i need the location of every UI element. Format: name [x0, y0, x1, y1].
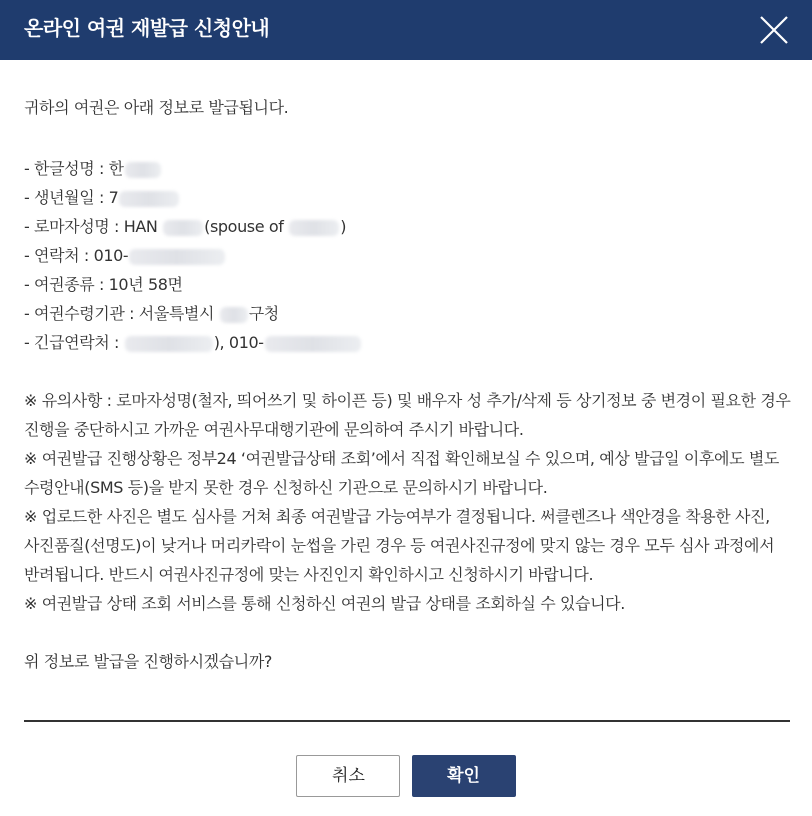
button-bar — [0, 755, 812, 797]
redacted-district — [220, 307, 248, 323]
birth-date-row — [24, 183, 794, 212]
passport-type-row — [24, 270, 794, 299]
info-list — [24, 154, 794, 357]
emergency-mid: ), 010- — [213, 333, 264, 352]
redacted-name — [125, 162, 161, 178]
korean-name-label: - 한글성명 : 한 — [24, 159, 124, 178]
redacted-emergency-phone — [265, 336, 361, 352]
emergency-contact-row — [24, 328, 794, 357]
redacted-birthdate — [119, 191, 179, 207]
roman-name-spouse: (spouse of — [204, 217, 289, 236]
notice-item: ※ 여권발급 상태 조회 서비스를 통해 신청하신 여권의 발급 상태를 조회하실 수 있습니다. — [24, 594, 625, 613]
birth-date-label: - 생년월일 : 7 — [24, 188, 119, 207]
intro-text: 귀하의 여권은 아래 정보로 발급됩니다. — [24, 98, 289, 117]
notice-item: ※ 업로드한 사진은 별도 심사를 거쳐 최종 여권발급 가능여부가 결정됩니다. 써클렌즈나 색안경을 착용한 사진, 사진품질(선명도)이 낮거나 머리카락이 눈썹을 가린 경우 등 여권사진규정에 맞지 않는 경우 모두 심사 과정에서 반려됩니다. 반드시 여권사진규정에 맞는 사진인지 확인하시고 신청하시기 바랍니다. — [24, 507, 775, 584]
dialog-title: 온라인 여권 재발급 신청안내 — [24, 16, 270, 40]
agency-suffix: 구청 — [248, 304, 279, 323]
confirm-question: 위 정보로 발급을 진행하시겠습니까? — [24, 652, 272, 671]
roman-name-row — [24, 212, 794, 241]
dialog-body — [24, 60, 794, 676]
redacted-roman-name — [163, 220, 203, 236]
emergency-prefix: - 긴급연락처 : — [24, 333, 124, 352]
redacted-emergency-name — [125, 336, 213, 352]
close-icon — [756, 12, 792, 48]
dialog-header — [0, 0, 812, 60]
confirm-button[interactable]: 확인 — [412, 755, 516, 797]
notice-item: ※ 유의사항 : 로마자성명(철자, 띄어쓰기 및 하이픈 등) 및 배우자 성 추가/삭제 등 상기정보 중 변경이 필요한 경우 진행을 중단하시고 가까운 여권사무대행기관에 문의하여 주시기 바랍니다. — [24, 391, 791, 439]
passport-type: - 여권종류 : 10년 58면 — [24, 275, 183, 294]
divider — [24, 720, 790, 722]
contact-row — [24, 241, 794, 270]
korean-name-row — [24, 154, 794, 183]
contact-label: - 연락처 : 010- — [24, 246, 129, 265]
cancel-button[interactable]: 취소 — [296, 755, 400, 797]
agency-prefix: - 여권수령기관 : 서울특별시 — [24, 304, 219, 323]
redacted-contact — [129, 249, 225, 265]
notice-block — [24, 386, 794, 618]
roman-name-prefix: - 로마자성명 : HAN — [24, 217, 163, 236]
agency-row — [24, 299, 794, 328]
close-button[interactable] — [756, 12, 792, 48]
redacted-spouse-name — [289, 220, 339, 236]
roman-name-suffix: ) — [340, 217, 347, 236]
notice-item: ※ 여권발급 진행상황은 정부24 ‘여권발급상태 조회’에서 직접 확인해보실 수 있으며, 예상 발급일 이후에도 별도 수령안내(SMS 등)을 받지 못한 경우 신청하신 기관으로 문의하시기 바랍니다. — [24, 449, 779, 497]
